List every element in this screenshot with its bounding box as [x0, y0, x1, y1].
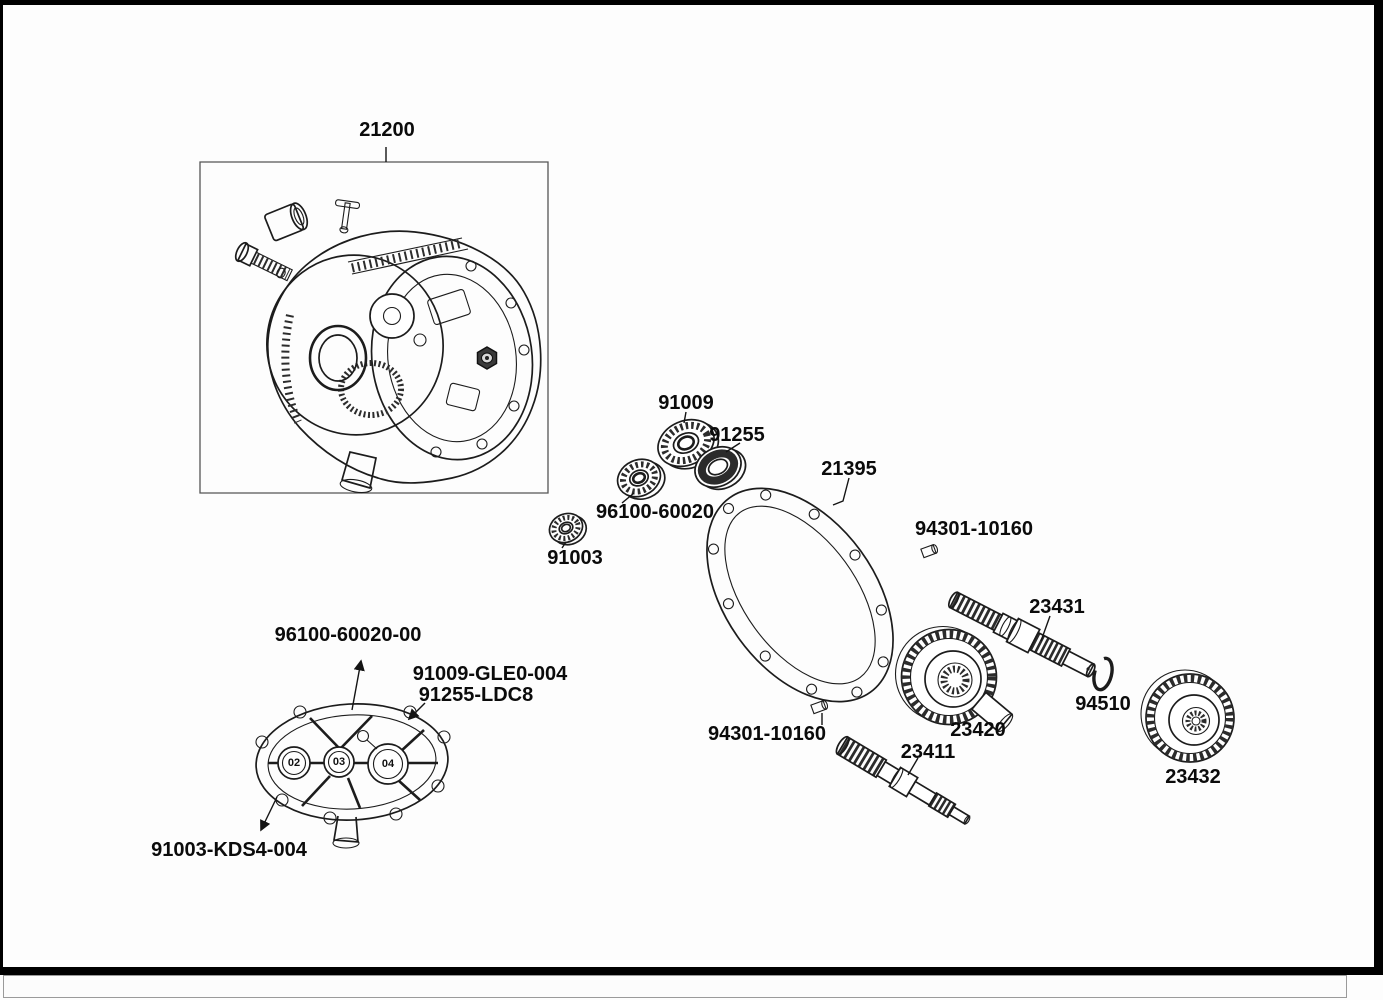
part-label-91009-gle0: 91009-GLE0-004: [412, 663, 568, 685]
leader-line-21395: [833, 478, 849, 505]
boss-marker-02: 02: [287, 757, 301, 769]
arrow-96100-60020-00: [352, 661, 361, 710]
horizontal-scrollbar[interactable]: [3, 975, 1347, 998]
boss-marker-03: 03: [332, 756, 346, 768]
frame-left-border: [0, 0, 3, 975]
cover-assembly-drawing: [233, 199, 545, 494]
part-label-94301-upper: 94301-10160: [915, 518, 1033, 540]
part-label-96100-60020-00: 96100-60020-00: [274, 624, 422, 646]
frame-bottom-border: [0, 967, 1383, 975]
inner-cover-drawing: [253, 699, 451, 848]
part-label-23411: 23411: [900, 741, 956, 763]
part-label-23431: 23431: [1029, 596, 1085, 618]
part-label-23432: 23432: [1165, 766, 1221, 788]
gear-23432-drawing: [1141, 670, 1234, 762]
part-label-21395: 21395: [821, 458, 877, 480]
dowel-lower-drawing: [811, 700, 829, 714]
part-label-94510: 94510: [1075, 693, 1131, 715]
gasket-21395-drawing: [669, 454, 931, 736]
nut-drawing: [478, 347, 497, 369]
part-label-91009: 91009: [658, 392, 714, 414]
part-label-91003-kds4: 91003-KDS4-004: [151, 839, 307, 861]
bearing-91003-drawing: [545, 507, 591, 551]
part-label-94301-lower: 94301-10160: [708, 723, 826, 745]
part-label-96100-60020: 96100-60020: [596, 501, 714, 523]
gear-23420-drawing: [896, 627, 1016, 734]
dowel-upper-drawing: [921, 544, 939, 558]
part-label-91255: 91255: [709, 424, 765, 446]
arrow-91003-kds4: [261, 797, 277, 830]
frame-right-border: [1374, 0, 1383, 975]
frame-top-border: [0, 0, 1383, 5]
snap-ring-94510-drawing: [1091, 656, 1115, 691]
part-label-91255-ldc8: 91255-LDC8: [418, 684, 534, 706]
part-label-21200: 21200: [359, 119, 415, 141]
part-label-91003: 91003: [547, 547, 603, 569]
part-label-23420: 23420: [950, 719, 1006, 741]
boss-marker-04: 04: [381, 758, 395, 770]
